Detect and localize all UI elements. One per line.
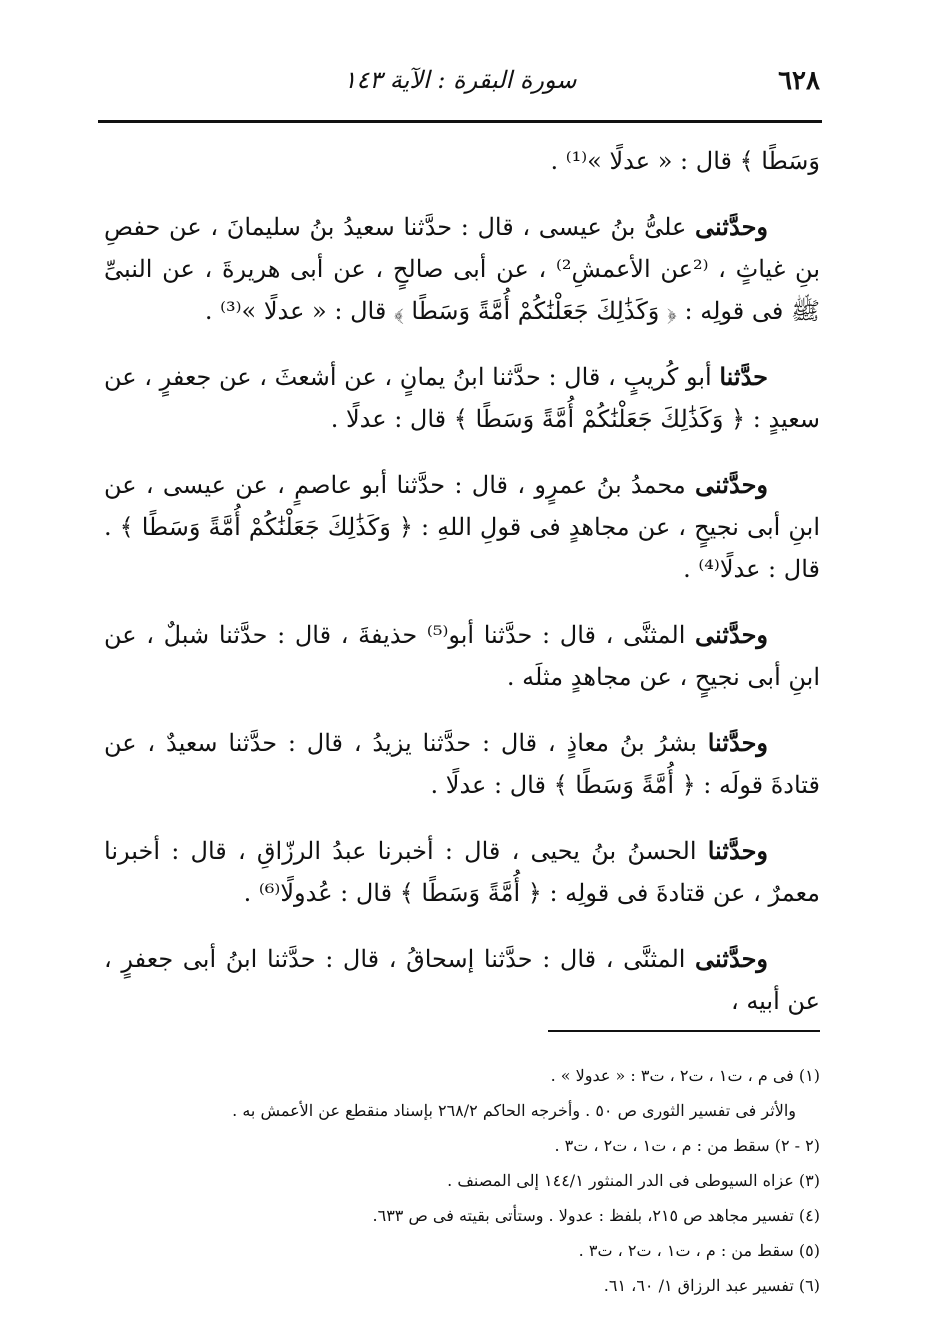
paragraph-text: محمدُ بنُ عمرٍو ، قال : حدَّثنا أبو عاصمٍ ، عن عيسى ، عن ابنِ أبى نجيحٍ ، عن مجاهدٍ فى قولِ اللهِ : ﴿ وَكَذَٰلِكَ جَعَلْنَٰكُمْ أُمَّةً وَسَطًا ﴾ . قال : عدلًا⁽⁴⁾ . [104, 471, 820, 583]
paragraph-lead: وحدَّثنا [707, 836, 768, 865]
paragraph-lead: حدَّثنا [719, 362, 768, 391]
paragraph [104, 356, 820, 440]
footnote: (٣) عزاه السيوطى فى الدر المنثور ١٤٤/١ إلى المصنف . [447, 1171, 820, 1190]
paragraph-text: المثنَّى ، قال : حدَّثنا إسحاقُ ، قال : حدَّثنا ابنُ أبى جعفرٍ ، عن أبيه ، [104, 945, 820, 1015]
paragraph [104, 722, 820, 806]
body-text [104, 140, 820, 1046]
paragraph-text: المثنَّى ، قال : حدَّثنا أبو⁽⁵⁾ حذيفةَ ، قال : حدَّثنا شبلٌ ، عن ابنِ أبى نجيحٍ ، عن مجاهدٍ مثلَه . [104, 621, 820, 691]
paragraph-text: علىُّ بنُ عيسى ، قال : حدَّثنا سعيدُ بنُ سليمانَ ، عن حفصِ بنِ غياثٍ ، ⁽²عن الأعمشِ²⁾ ، عن أبى صالحٍ ، عن أبى هريرةَ ، عن النبىِّ ﷺ فى قولِه : ﴿ وَكَذَٰلِكَ جَعَلْنَٰكُمْ أُمَّةً وَسَطًا ﴾ قال : « عدلًا »⁽³⁾ . [104, 213, 820, 325]
paragraph [104, 206, 820, 332]
paragraph-text: الحسنُ بنُ يحيى ، قال : أخبرنا عبدُ الرزّاقِ ، قال : أخبرنا معمرٌ ، عن قتادةَ فى قولِه : ﴿ أُمَّةً وَسَطًا ﴾ قال : عُدولًا⁽⁶⁾ . [104, 837, 820, 907]
paragraph [104, 830, 820, 914]
running-head: سورة البقرة : الآية ١٤٣ [343, 66, 577, 94]
paragraph-lead: وحدَّثنا [707, 728, 768, 757]
page-number: ٦٢٨ [778, 66, 820, 96]
paragraph [104, 464, 820, 590]
footnote-rule [548, 1030, 820, 1032]
page-header [100, 60, 820, 106]
footnotes [120, 1058, 820, 1303]
paragraph [104, 938, 820, 1022]
paragraph [104, 614, 820, 698]
paragraph-lead: وحدَّثنى [695, 620, 768, 649]
paragraph-lead: وحدَّثنى [695, 212, 768, 241]
header-rule [98, 120, 822, 123]
paragraph [104, 140, 820, 182]
footnote: (١) فى م ، ت١ ، ت٢ ، ت٣ : « عدولا » . [550, 1066, 820, 1085]
paragraph-lead: وحدَّثنى [695, 944, 768, 973]
paragraph-text: أبو كُريبٍ ، قال : حدَّثنا ابنُ يمانٍ ، عن أشعثَ ، عن جعفرٍ ، عن سعيدٍ : ﴿ وَكَذَٰلِكَ جَعَلْنَٰكُمْ أُمَّةً وَسَطًا ﴾ قال : عدلًا . [104, 363, 820, 433]
footnote: (٥) سقط من : م ، ت١ ، ت٢ ، ت٣ . [578, 1241, 820, 1260]
footnote: (٤) تفسير مجاهد ص ٢١٥، بلفظ : عدولا . وستأتى بقيته فى ص ٦٣٣. [372, 1206, 820, 1225]
footnote: والأثر فى تفسير الثورى ص ٥٠ . وأخرجه الحاكم ٢٦٨/٢ بإسناد منقطع عن الأعمش به . [232, 1101, 796, 1120]
paragraph-lead: وحدَّثنى [695, 470, 768, 499]
paragraph-text: بشرُ بنُ معاذٍ ، قال : حدَّثنا يزيدُ ، قال : حدَّثنا سعيدٌ ، عن قتادةَ قولَه : ﴿ أُمَّةً وَسَطًا ﴾ قال : عدلًا . [104, 729, 820, 799]
paragraph-text: وَسَطًا ﴾ قال : « عدلًا »⁽¹⁾ . [550, 147, 820, 175]
footnote: (٦) تفسير عبد الرزاق ١/ ٦٠، ٦١. [603, 1276, 820, 1295]
footnote: (٢ - ٢) سقط من : م ، ت١ ، ت٢ ، ت٣ . [554, 1136, 820, 1155]
